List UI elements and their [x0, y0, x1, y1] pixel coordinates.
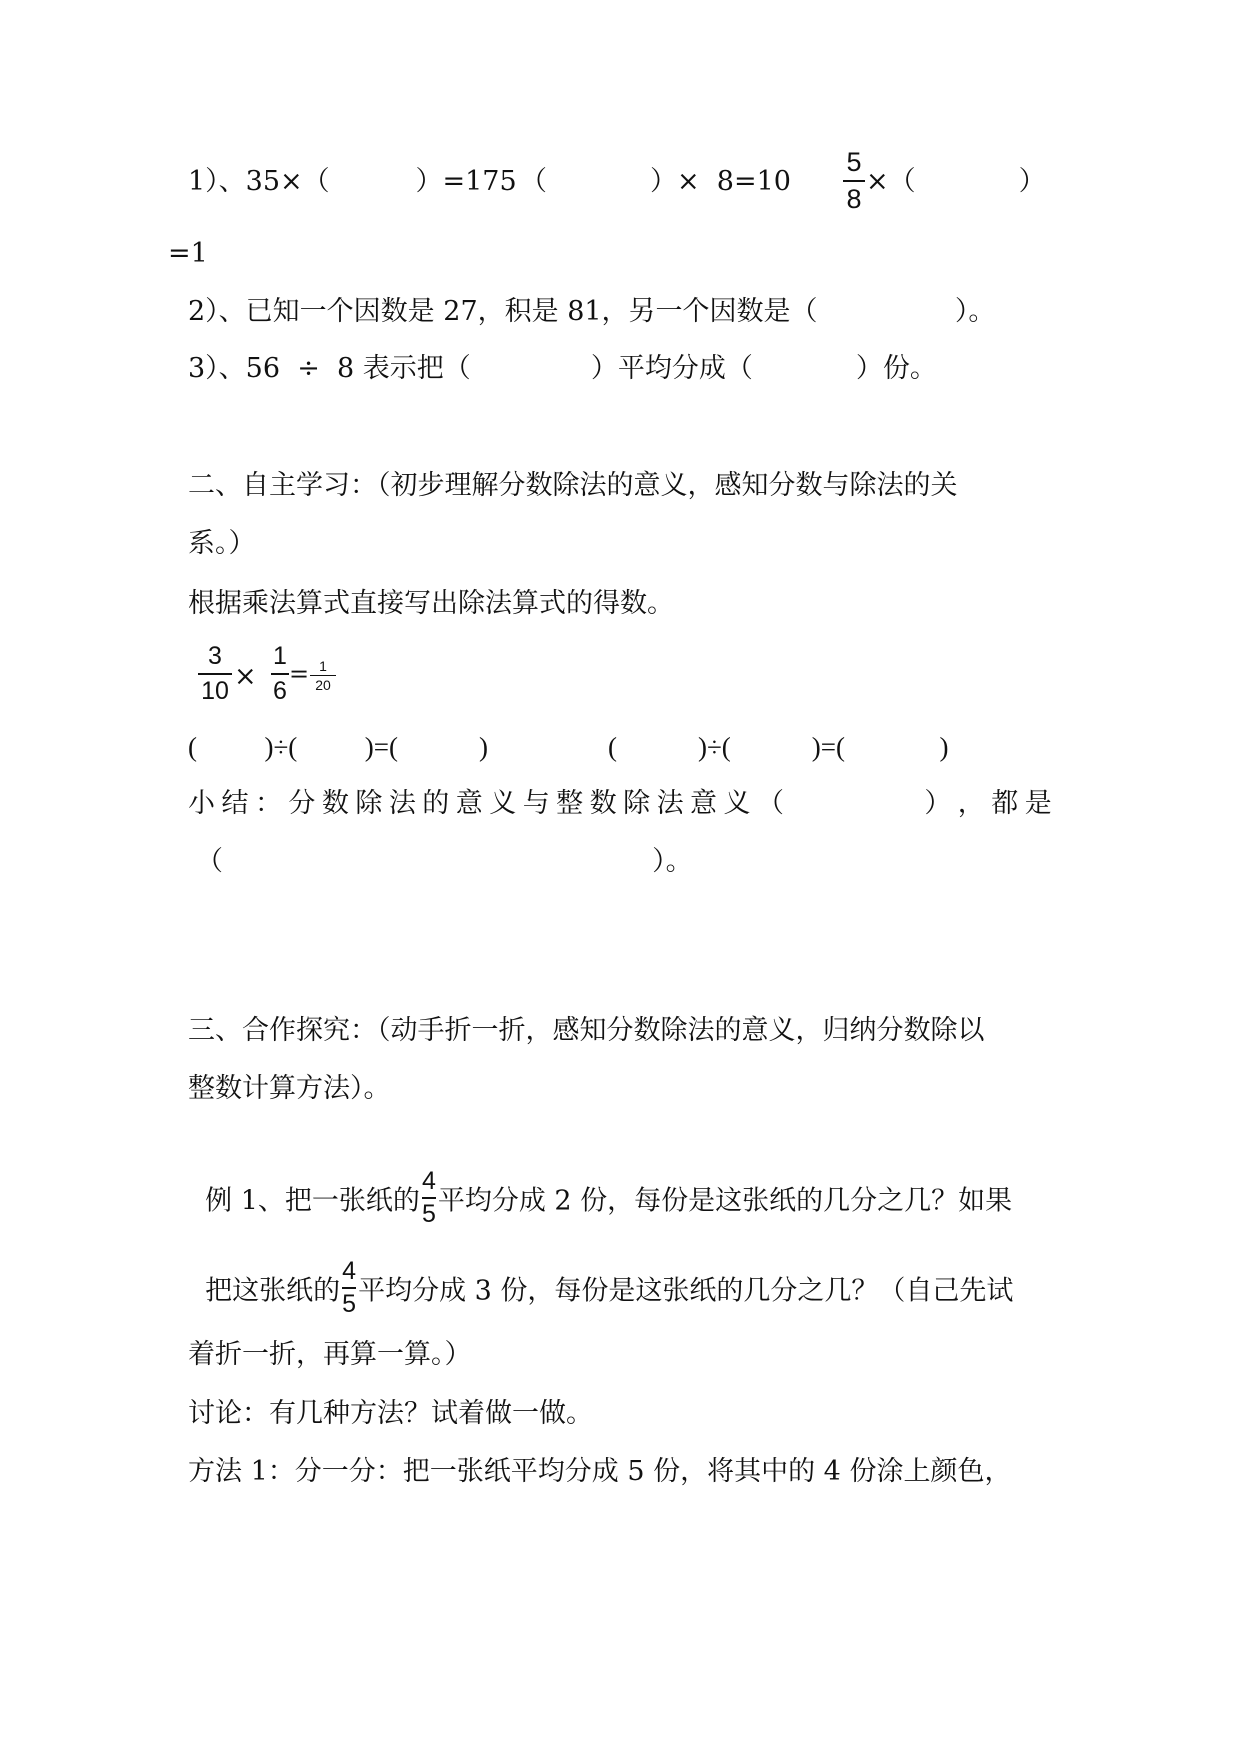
fraction-bar — [310, 675, 336, 676]
summary-line2: （ ）。 — [196, 846, 693, 877]
example1-line3: 着折一折，再算一算。） — [188, 1339, 472, 1370]
q2: 2）、已知一个因数是 27，积是 81，另一个因数是（ ）。 — [188, 296, 996, 327]
eq-fraction-result-denominator: 20 — [315, 677, 331, 693]
summary-char — [790, 790, 817, 817]
summary-char: 意 — [455, 788, 483, 819]
blanks-right: ( )÷( )=( ) — [608, 732, 949, 762]
discussion: 讨论：有几种方法？试着做一做。 — [188, 1398, 593, 1429]
section2-heading-line1: 二、自主学习：（初步理解分数除法的意义，感知分数与除法的关 — [188, 470, 958, 501]
section3-heading-line2: 整数计算方法）。 — [188, 1073, 391, 1104]
summary-char: 除 — [623, 788, 651, 819]
example1-text-d: 平均分成 3 份，每份是这张纸的几分之几？（自己先试 — [358, 1275, 1014, 1307]
summary-char: 都 — [991, 788, 1019, 819]
summary-char — [824, 790, 851, 817]
q1-part1: 1）、35×（ ）=175 — [188, 166, 517, 197]
section2-instruction: 根据乘法算式直接写出除法算式的得数。 — [188, 588, 674, 619]
summary-char — [857, 790, 884, 817]
eq-fraction-a-denominator: 10 — [201, 677, 229, 705]
section3-heading-line1: 三、合作探究：（动手折一折，感知分数除法的意义，归纳分数除以 — [188, 1015, 985, 1046]
summary-char: 义 — [489, 788, 517, 819]
example1-text-c: 把这张纸的 — [205, 1275, 341, 1307]
eq-times-sign: × — [234, 661, 257, 692]
summary-char: 除 — [355, 788, 383, 819]
summary-char: ） — [924, 788, 952, 819]
fraction-bar — [422, 1197, 436, 1199]
summary-char: 义 — [723, 788, 751, 819]
summary-char: 分 — [288, 788, 316, 819]
summary-char: 法 — [388, 788, 416, 819]
eq-fraction-result-numerator: 1 — [319, 658, 327, 674]
q1-fraction-numerator: 5 — [846, 147, 862, 177]
example1-fraction-denominator: 5 — [421, 1200, 436, 1229]
method1: 方法 1：分一分：把一张纸平均分成 5 份，将其中的 4 份涂上颜色， — [188, 1456, 1012, 1487]
eq-fraction-a-numerator: 3 — [208, 642, 222, 670]
eq-fraction-b-numerator: 1 — [273, 642, 287, 670]
summary-char: 与 — [522, 788, 550, 819]
q3: 3）、56 ÷ 8 表示把（ ）平均分成（ ）份。 — [188, 353, 937, 384]
example1-fraction-2-numerator: 4 — [342, 1257, 357, 1286]
example1-text-b: 平均分成 2 份，每份是这张纸的几分之几？如果 — [437, 1185, 1013, 1217]
summary-char: 法 — [656, 788, 684, 819]
eq-fraction-b-denominator: 6 — [273, 677, 287, 705]
summary-char: ： — [254, 788, 282, 819]
example1-fraction-2 — [342, 1259, 356, 1317]
example1-fraction-numerator: 4 — [421, 1167, 436, 1196]
summary-char: 数 — [589, 788, 617, 819]
q1-part3-continued: =1 — [168, 238, 208, 269]
summary-char: 是 — [1024, 788, 1052, 819]
summary-char: ， — [957, 788, 985, 819]
example1-line2 — [188, 1220, 1013, 1321]
summary-char: （ — [756, 788, 784, 819]
q1-part2: （ ）× 8=10 — [520, 166, 791, 197]
q1-fraction-denominator: 8 — [846, 184, 862, 214]
summary-char: 意 — [690, 788, 718, 819]
example1-fraction — [422, 1169, 436, 1227]
fraction-bar — [843, 180, 865, 182]
summary-char: 结 — [221, 788, 249, 819]
summary-char — [891, 790, 918, 817]
eq-fraction-b — [271, 644, 289, 704]
section2-heading-line2: 系。） — [188, 528, 256, 559]
eq-equals-sign: = — [289, 660, 310, 688]
example1-line1 — [188, 1130, 1012, 1231]
summary-char: 的 — [422, 788, 450, 819]
q1-part3: ×（ ） — [866, 166, 1046, 197]
example1-fraction-2-denominator: 5 — [342, 1290, 357, 1319]
eq-fraction-a — [198, 644, 232, 704]
fraction-bar — [271, 673, 289, 675]
summary-line1 — [188, 790, 1052, 817]
summary-char: 整 — [556, 788, 584, 819]
fraction-bar — [198, 673, 232, 675]
example1-text-a: 例 1、把一张纸的 — [205, 1185, 420, 1217]
eq-fraction-result — [310, 659, 336, 692]
summary-char: 数 — [321, 788, 349, 819]
fraction-bar — [342, 1287, 356, 1289]
blanks-left: ( )÷( )=( ) — [188, 732, 488, 762]
summary-char: 小 — [188, 788, 215, 819]
q1-fraction — [843, 149, 865, 213]
